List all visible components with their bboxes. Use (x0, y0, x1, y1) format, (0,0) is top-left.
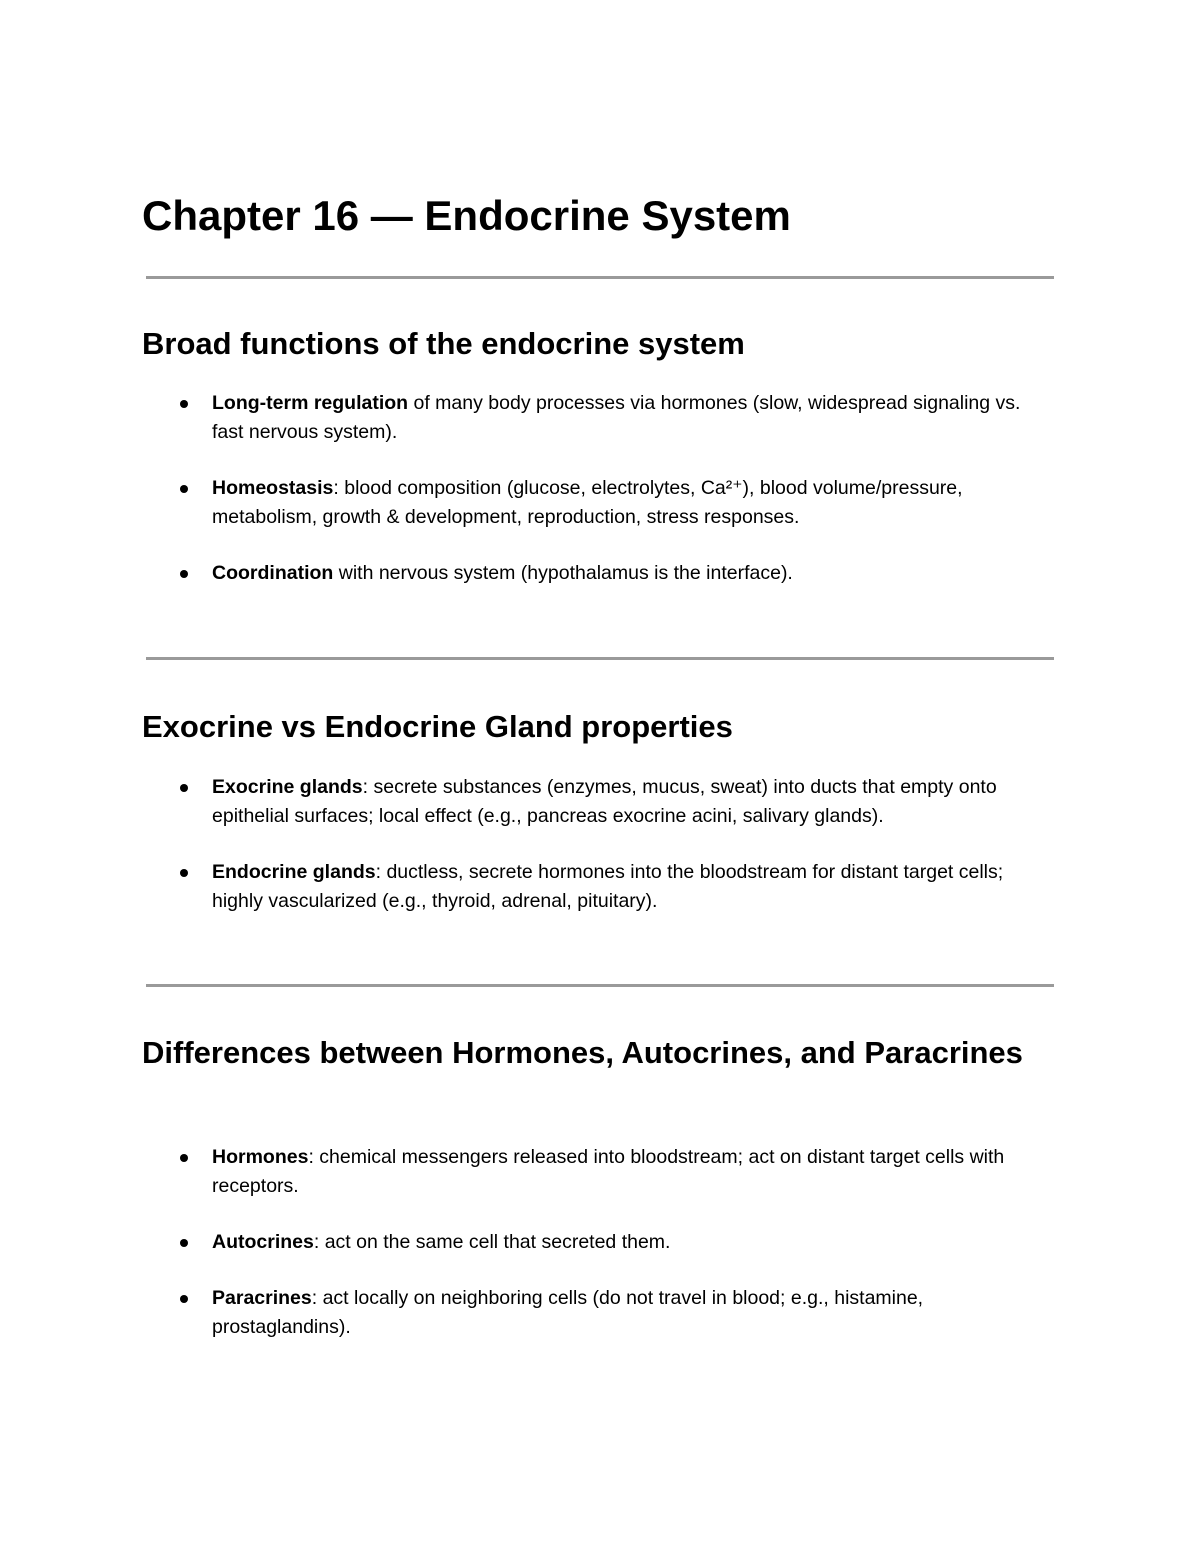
broad-functions-list (142, 389, 1054, 615)
list-item-term: Paracrines (212, 1287, 312, 1309)
bullet-icon (180, 1239, 188, 1247)
list-item-text: : act locally on neighboring cells (do not travel in blood; e.g., histamine, prostaglandins). (212, 1287, 924, 1338)
list-item-term: Autocrines (212, 1231, 314, 1253)
list-item (142, 858, 1054, 916)
horizontal-divider (146, 984, 1054, 987)
bullet-icon (180, 869, 188, 877)
document-title: Chapter 16 — Endocrine System (142, 192, 791, 239)
bullet-icon (180, 485, 188, 493)
list-item-term: Hormones (212, 1146, 309, 1168)
list-item-text: with nervous system (hypothalamus is the interface). (333, 562, 793, 584)
list-item-text: : secrete substances (enzymes, mucus, sweat) into ducts that empty onto epithelial surfaces; local effect (e.g., pancreas exocrine acini, salivary glands). (212, 776, 997, 827)
list-item (142, 474, 1054, 532)
horizontal-divider (146, 276, 1054, 279)
list-item-text: : blood composition (glucose, electrolytes, Ca²⁺), blood volume/pressure, metabolism, growth & development, reproduction, stress responses. (212, 477, 963, 528)
list-item-term: Homeostasis (212, 477, 334, 499)
list-item-text: : ductless, secrete hormones into the bloodstream for distant target cells; highly vascularized (e.g., thyroid, adrenal, pituitary). (212, 861, 1004, 912)
section-heading-messenger-differences: Differences between Hormones, Autocrines, and Paracrines (142, 1035, 1023, 1070)
list-item-term: Coordination (212, 562, 334, 584)
list-item (142, 389, 1054, 447)
list-item-term: Exocrine glands (212, 776, 363, 798)
list-item (142, 559, 1054, 588)
section-heading-gland-properties: Exocrine vs Endocrine Gland properties (142, 709, 733, 744)
horizontal-divider (146, 657, 1054, 660)
messenger-differences-list (142, 1143, 1054, 1369)
list-item (142, 1143, 1054, 1201)
list-item-term: Endocrine glands (212, 861, 376, 883)
list-item (142, 1284, 1054, 1342)
section-heading-broad-functions: Broad functions of the endocrine system (142, 326, 745, 361)
bullet-icon (180, 400, 188, 408)
bullet-icon (180, 1154, 188, 1162)
bullet-icon (180, 570, 188, 578)
list-item-text: of many body processes via hormones (slow, widespread signaling vs. fast nervous system). (212, 392, 1021, 443)
list-item (142, 1228, 1054, 1257)
bullet-icon (180, 784, 188, 792)
list-item-text: : act on the same cell that secreted them. (313, 1231, 671, 1253)
list-item-text: : chemical messengers released into bloodstream; act on distant target cells with receptors. (212, 1146, 1005, 1197)
list-item (142, 773, 1054, 831)
bullet-icon (180, 1295, 188, 1303)
gland-properties-list (142, 773, 1054, 943)
list-item-term: Long-term regulation (212, 392, 409, 414)
